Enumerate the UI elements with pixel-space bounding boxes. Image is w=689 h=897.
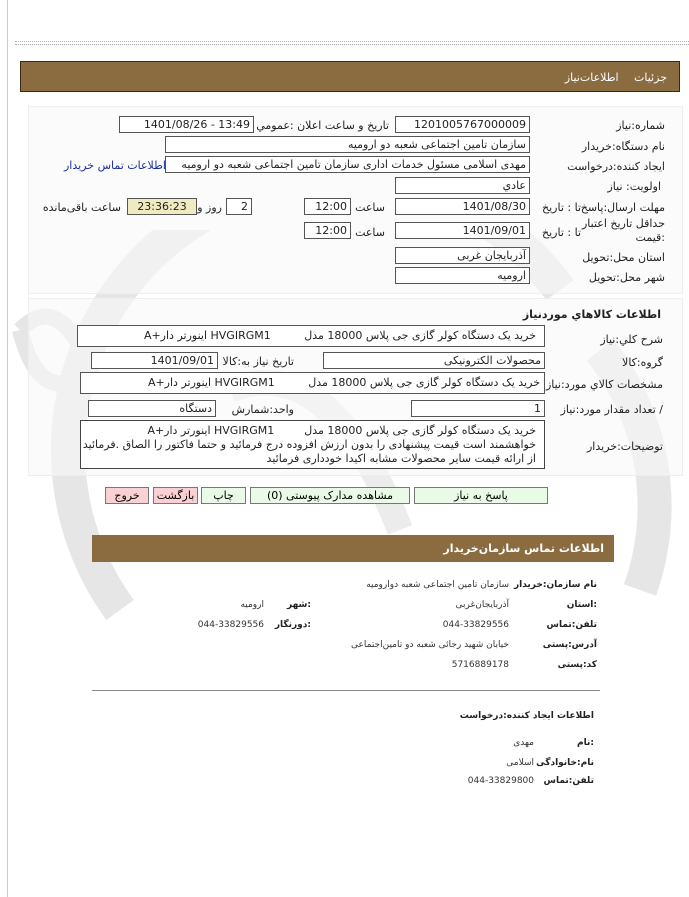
city-field[interactable]: ارومیه xyxy=(395,267,530,284)
creator-field[interactable]: مهدی اسلامی مسئول خدمات اداری سازمان تامین اجتماعی شعبه دو ارومیه xyxy=(165,156,530,173)
view-attachments-button[interactable]: مشاهده مدارک پیوستی (0) xyxy=(250,487,410,504)
creator-info-title: اطلاعات ایجاد کننده:درخواست xyxy=(459,711,594,721)
need-number-label: شماره:نیاز xyxy=(616,119,665,132)
goods-section-title: اطلاعات کالاهاي موردنیاز xyxy=(522,308,661,321)
contact-province-label: :استان xyxy=(566,600,597,610)
days-label: روز و xyxy=(197,201,222,214)
deadline-date-field[interactable]: 1401/08/30 xyxy=(395,198,530,215)
validity-label-2: :قیمت xyxy=(635,231,665,244)
spec-model: HVGIRGM1 اینورتر دار+A xyxy=(147,376,275,389)
validity-date-field[interactable]: 1401/09/01 xyxy=(395,222,530,239)
creator-phone-value: 044-33829800 xyxy=(467,776,534,786)
buyer-notes-label: توضیحات:خریدار xyxy=(587,440,663,453)
need-number-field[interactable]: 1201005767000009 xyxy=(395,116,530,133)
priority-label: اولویت: نیاز xyxy=(607,180,661,193)
contact-city-value: ارومیه xyxy=(240,600,264,610)
announce-label: تاریخ و ساعت اعلان :عمومي xyxy=(256,119,389,132)
priority-field[interactable]: عادي xyxy=(395,177,530,194)
buyer-contact-link[interactable]: اطلاعات تماس خریدار xyxy=(64,159,166,172)
buyer-notes-line1-model: HVGIRGM1 اینورتر دار+A xyxy=(147,424,275,437)
city-label: شهر محل:تحویل xyxy=(588,271,665,284)
buyer-contact-title: اطلاعات تماس سازمان‌خریدار xyxy=(443,542,604,555)
need-date-label: تاریخ نیاز به:کالا xyxy=(222,355,294,368)
contact-org-label: نام سازمان:خریدار xyxy=(513,580,597,590)
validity-time-field[interactable]: 12:00 xyxy=(304,222,351,239)
creator-label: ایجاد کننده:درخواست xyxy=(567,160,665,173)
creator-first-name-value: مهدی xyxy=(513,738,534,748)
contact-fax-value: 044-33829556 xyxy=(197,620,264,630)
contact-fax-label: :دورنگار xyxy=(274,620,311,630)
time-remaining-field: 23:36:23 xyxy=(127,198,197,215)
buyer-contact-header xyxy=(92,535,614,562)
contact-city-label: :شهر xyxy=(287,600,311,610)
back-button[interactable]: بازگشت xyxy=(153,487,198,504)
buyer-org-label: نام دستگاه:خریدار xyxy=(581,140,665,153)
exit-button[interactable]: خروج xyxy=(105,487,149,504)
creator-phone-label: تلفن:تماس xyxy=(543,776,594,786)
general-desc-label: شرح کلي:نیاز xyxy=(600,333,663,346)
contact-org-value: سازمان تامین اجتماعی شعبه دوارومیه xyxy=(366,580,509,590)
deadline-label: مهلت ارسال:پاسخ xyxy=(580,201,665,214)
buyer-notes-line1-main: خرید یک دستگاه کولر گازی جی پلاس 18000 مدل xyxy=(304,424,536,437)
contact-postal-value: 5716889178 xyxy=(451,660,509,670)
unit-label: واحد:شمارش xyxy=(231,403,294,416)
province-label: استان محل:تحویل xyxy=(582,251,665,264)
province-field[interactable]: آذربایجان غربی xyxy=(395,247,530,264)
deadline-time-label: ساعت xyxy=(355,201,385,214)
general-desc-main: خرید یک دستگاه کولر گازی جی پلاس 18000 مدل xyxy=(304,329,536,342)
buyer-notes-line2: خواهشمند است قیمت پیشنهادی را بدون ارزش افزوده درج فرمائید و حتما فاکتور را الصاق .فرمائید xyxy=(82,438,536,451)
validity-time-label: ساعت xyxy=(355,226,385,239)
contact-address-value: خیابان شهید رجائی شعبه دو تامین‌اجتماعی xyxy=(351,640,509,650)
creator-first-name-label: :نام xyxy=(577,738,594,748)
contact-address-label: آدرس:پستی xyxy=(542,640,597,650)
print-button[interactable]: چاپ xyxy=(201,487,246,504)
validity-to-date-label: تا : تاریخ xyxy=(542,226,581,239)
need-date-field[interactable]: 1401/09/01 xyxy=(91,352,218,369)
creator-last-name-value: اسلامی xyxy=(506,758,534,768)
contact-phone-label: تلفن:تماس xyxy=(546,620,597,630)
tab-need-info[interactable]: اطلاعات‌نیاز xyxy=(564,71,619,84)
spec-label: مشخصات کالاي مورد:نیاز xyxy=(545,378,663,391)
page-header-bar xyxy=(20,61,680,92)
announce-field[interactable]: 1401/08/26 - 13:49 xyxy=(119,116,254,133)
time-remaining-label: ساعت باقی‌مانده xyxy=(42,201,121,214)
contact-postal-label: کد:پستی xyxy=(557,660,597,670)
qty-label: / تعداد مقدار مورد:نیاز xyxy=(560,403,663,416)
spec-main: خرید یک دستگاه کولر گازی جی پلاس 18000 مدل xyxy=(308,376,540,389)
group-field[interactable]: محصولات الکترونیکی xyxy=(323,352,545,369)
general-desc-field[interactable] xyxy=(77,325,545,347)
deadline-time-field[interactable]: 12:00 xyxy=(304,198,351,215)
respond-button[interactable]: پاسخ به نیاز xyxy=(414,487,548,504)
page-left-border xyxy=(7,0,8,897)
validity-label-1: حداقل تاریخ اعتبار xyxy=(581,217,665,230)
group-label: گروه:کالا xyxy=(622,356,663,369)
contact-province-value: آذربایجان‌غربی xyxy=(455,600,509,610)
unit-field[interactable]: دستگاه xyxy=(88,400,216,417)
buyer-notes-line3: از ارائه قیمت سایر محصولات مشابه اکیدا خودداری فرمائید xyxy=(266,452,536,465)
deadline-to-date-label: تا : تاریخ xyxy=(542,201,581,214)
dotted-divider xyxy=(15,41,689,45)
days-remaining-field: 2 xyxy=(226,198,252,215)
section-divider xyxy=(92,690,600,691)
tab-details[interactable]: جزئیات xyxy=(634,71,667,84)
creator-last-name-label: نام:خانوادگی xyxy=(536,758,594,768)
qty-field[interactable]: 1 xyxy=(411,400,545,417)
buyer-org-field[interactable]: سازمان تامین اجتماعی شعبه دو ارومیه xyxy=(165,136,530,153)
spec-field[interactable] xyxy=(80,372,545,394)
buyer-notes-field[interactable] xyxy=(80,420,545,469)
general-desc-model: HVGIRGM1 اینورتر دار+A xyxy=(143,329,271,342)
contact-phone-value: 044-33829556 xyxy=(442,620,509,630)
